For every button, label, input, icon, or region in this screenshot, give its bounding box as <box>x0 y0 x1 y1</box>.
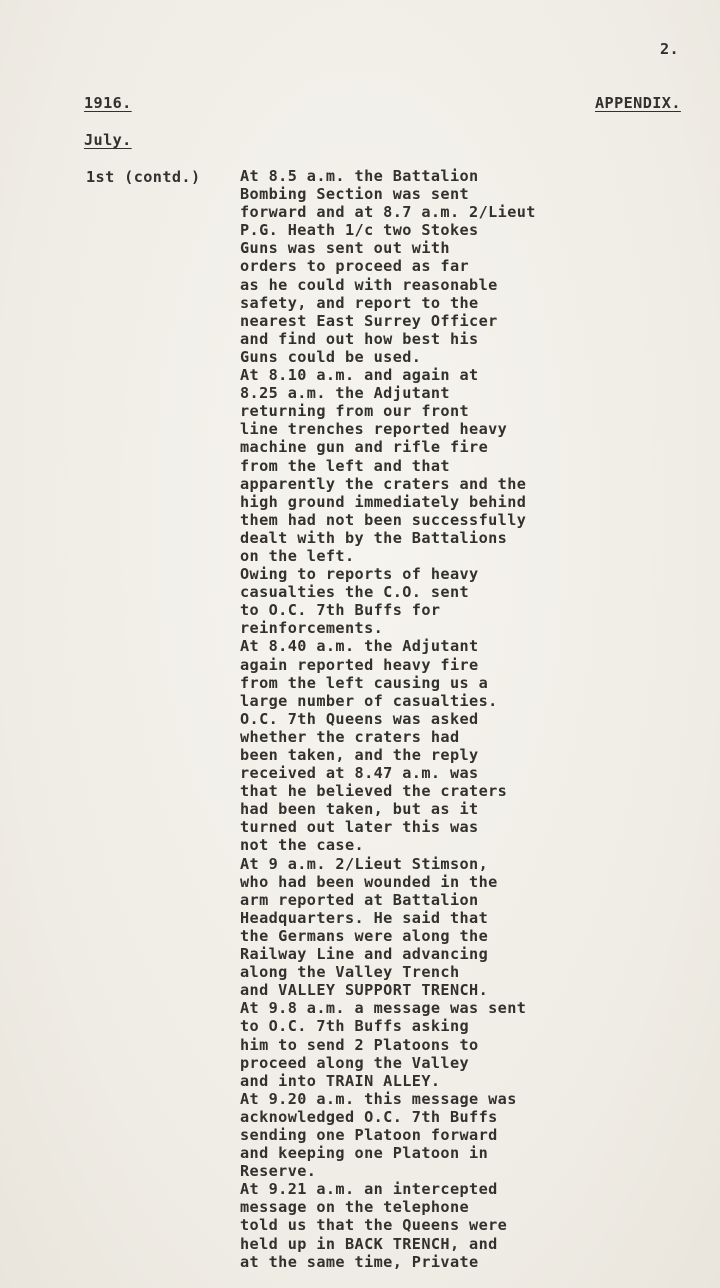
year-heading: 1916. <box>84 94 132 112</box>
entry-line: dealt with by the Battalions <box>240 528 508 547</box>
entry-line: and into TRAIN ALLEY. <box>240 1071 441 1090</box>
entry-line: the Germans were along the <box>240 926 489 945</box>
entry-line: from the left and that <box>240 456 450 475</box>
entry-line: message on the telephone <box>240 1198 470 1217</box>
entry-line: acknowledged O.C. 7th Buffs <box>240 1107 498 1126</box>
entry-line: Reserve. <box>240 1162 317 1181</box>
entry-line: not the case. <box>240 836 365 855</box>
entry-line: him to send 2 Platoons to <box>240 1035 479 1054</box>
entry-line: returning from our front <box>240 402 470 421</box>
entry-line: 8.25 a.m. the Adjutant <box>240 384 450 403</box>
entry-line: told us that the Queens were <box>240 1216 508 1235</box>
entry-line: to O.C. 7th Buffs asking <box>240 1017 470 1036</box>
entry-line: Railway Line and advancing <box>240 945 489 964</box>
entry-line: At 8.40 a.m. the Adjutant <box>240 637 479 656</box>
entry-line: O.C. 7th Queens was asked <box>240 709 479 728</box>
entry-line: whether the craters had <box>240 727 460 746</box>
entry-line: At 8.10 a.m. and again at <box>240 366 479 385</box>
entry-line: and keeping one Platoon in <box>240 1144 489 1163</box>
entry-line: casualties the C.O. sent <box>240 583 470 602</box>
entry-line: them had not been successfully <box>240 510 527 529</box>
entry-text <box>240 167 536 1271</box>
entry-line: orders to proceed as far <box>240 257 470 276</box>
entry-line: safety, and report to the <box>240 293 479 312</box>
entry-line: had been taken, but as it <box>240 800 479 819</box>
entry-line: At 9 a.m. 2/Lieut Stimson, <box>240 854 489 873</box>
entry-line: high ground immediately behind <box>240 492 527 511</box>
entry-line: Guns was sent out with <box>240 239 450 258</box>
entry-line: held up in BACK TRENCH, and <box>240 1234 498 1253</box>
page-number: 2. <box>660 40 680 58</box>
entry-line: at the same time, Private <box>240 1252 479 1271</box>
entry-line: P.G. Heath 1/c two Stokes <box>240 221 479 240</box>
entry-line: Guns could be used. <box>240 347 422 366</box>
entry-line: Bombing Section was sent <box>240 185 470 204</box>
entry-line: to O.C. 7th Buffs for <box>240 601 441 620</box>
entry-line: At 9.20 a.m. this message was <box>240 1089 517 1108</box>
entry-line: on the left. <box>240 546 355 565</box>
entry-line: At 9.21 a.m. an intercepted <box>240 1180 498 1199</box>
entry-line: At 9.8 a.m. a message was sent <box>240 999 527 1018</box>
entry-line: forward and at 8.7 a.m. 2/Lieut <box>240 203 536 222</box>
appendix-heading: APPENDIX. <box>595 94 681 112</box>
entry-line: apparently the craters and the <box>240 474 527 493</box>
entry-line: from the left causing us a <box>240 673 489 692</box>
entry-line: large number of casualties. <box>240 691 498 710</box>
entry-line: who had been wounded in the <box>240 872 498 891</box>
entry-line: proceed along the Valley <box>240 1053 470 1072</box>
entry-line: along the Valley Trench <box>240 963 460 982</box>
entry-line: as he could with reasonable <box>240 275 498 294</box>
entry-line: sending one Platoon forward <box>240 1125 498 1144</box>
entry-line: Headquarters. He said that <box>240 908 489 927</box>
entry-line: again reported heavy fire <box>240 655 479 674</box>
entry-line: line trenches reported heavy <box>240 420 508 439</box>
entry-line: reinforcements. <box>240 619 384 638</box>
entry-line: and VALLEY SUPPORT TRENCH. <box>240 981 489 1000</box>
entry-line: turned out later this was <box>240 818 479 837</box>
entry-line: received at 8.47 a.m. was <box>240 764 479 783</box>
entry-line: and find out how best his <box>240 329 479 348</box>
entry-line: been taken, and the reply <box>240 746 479 764</box>
entry-line: nearest East Surrey Officer <box>240 311 498 330</box>
entry-line: Owing to reports of heavy <box>240 565 479 584</box>
month-heading: July. <box>84 131 132 149</box>
entry-line: machine gun and rifle fire <box>240 438 489 457</box>
entry-line: At 8.5 a.m. the Battalion <box>240 167 479 185</box>
entry-date: 1st (contd.) <box>86 168 201 186</box>
entry-line: that he believed the craters <box>240 782 508 801</box>
entry-line: arm reported at Battalion <box>240 890 479 909</box>
